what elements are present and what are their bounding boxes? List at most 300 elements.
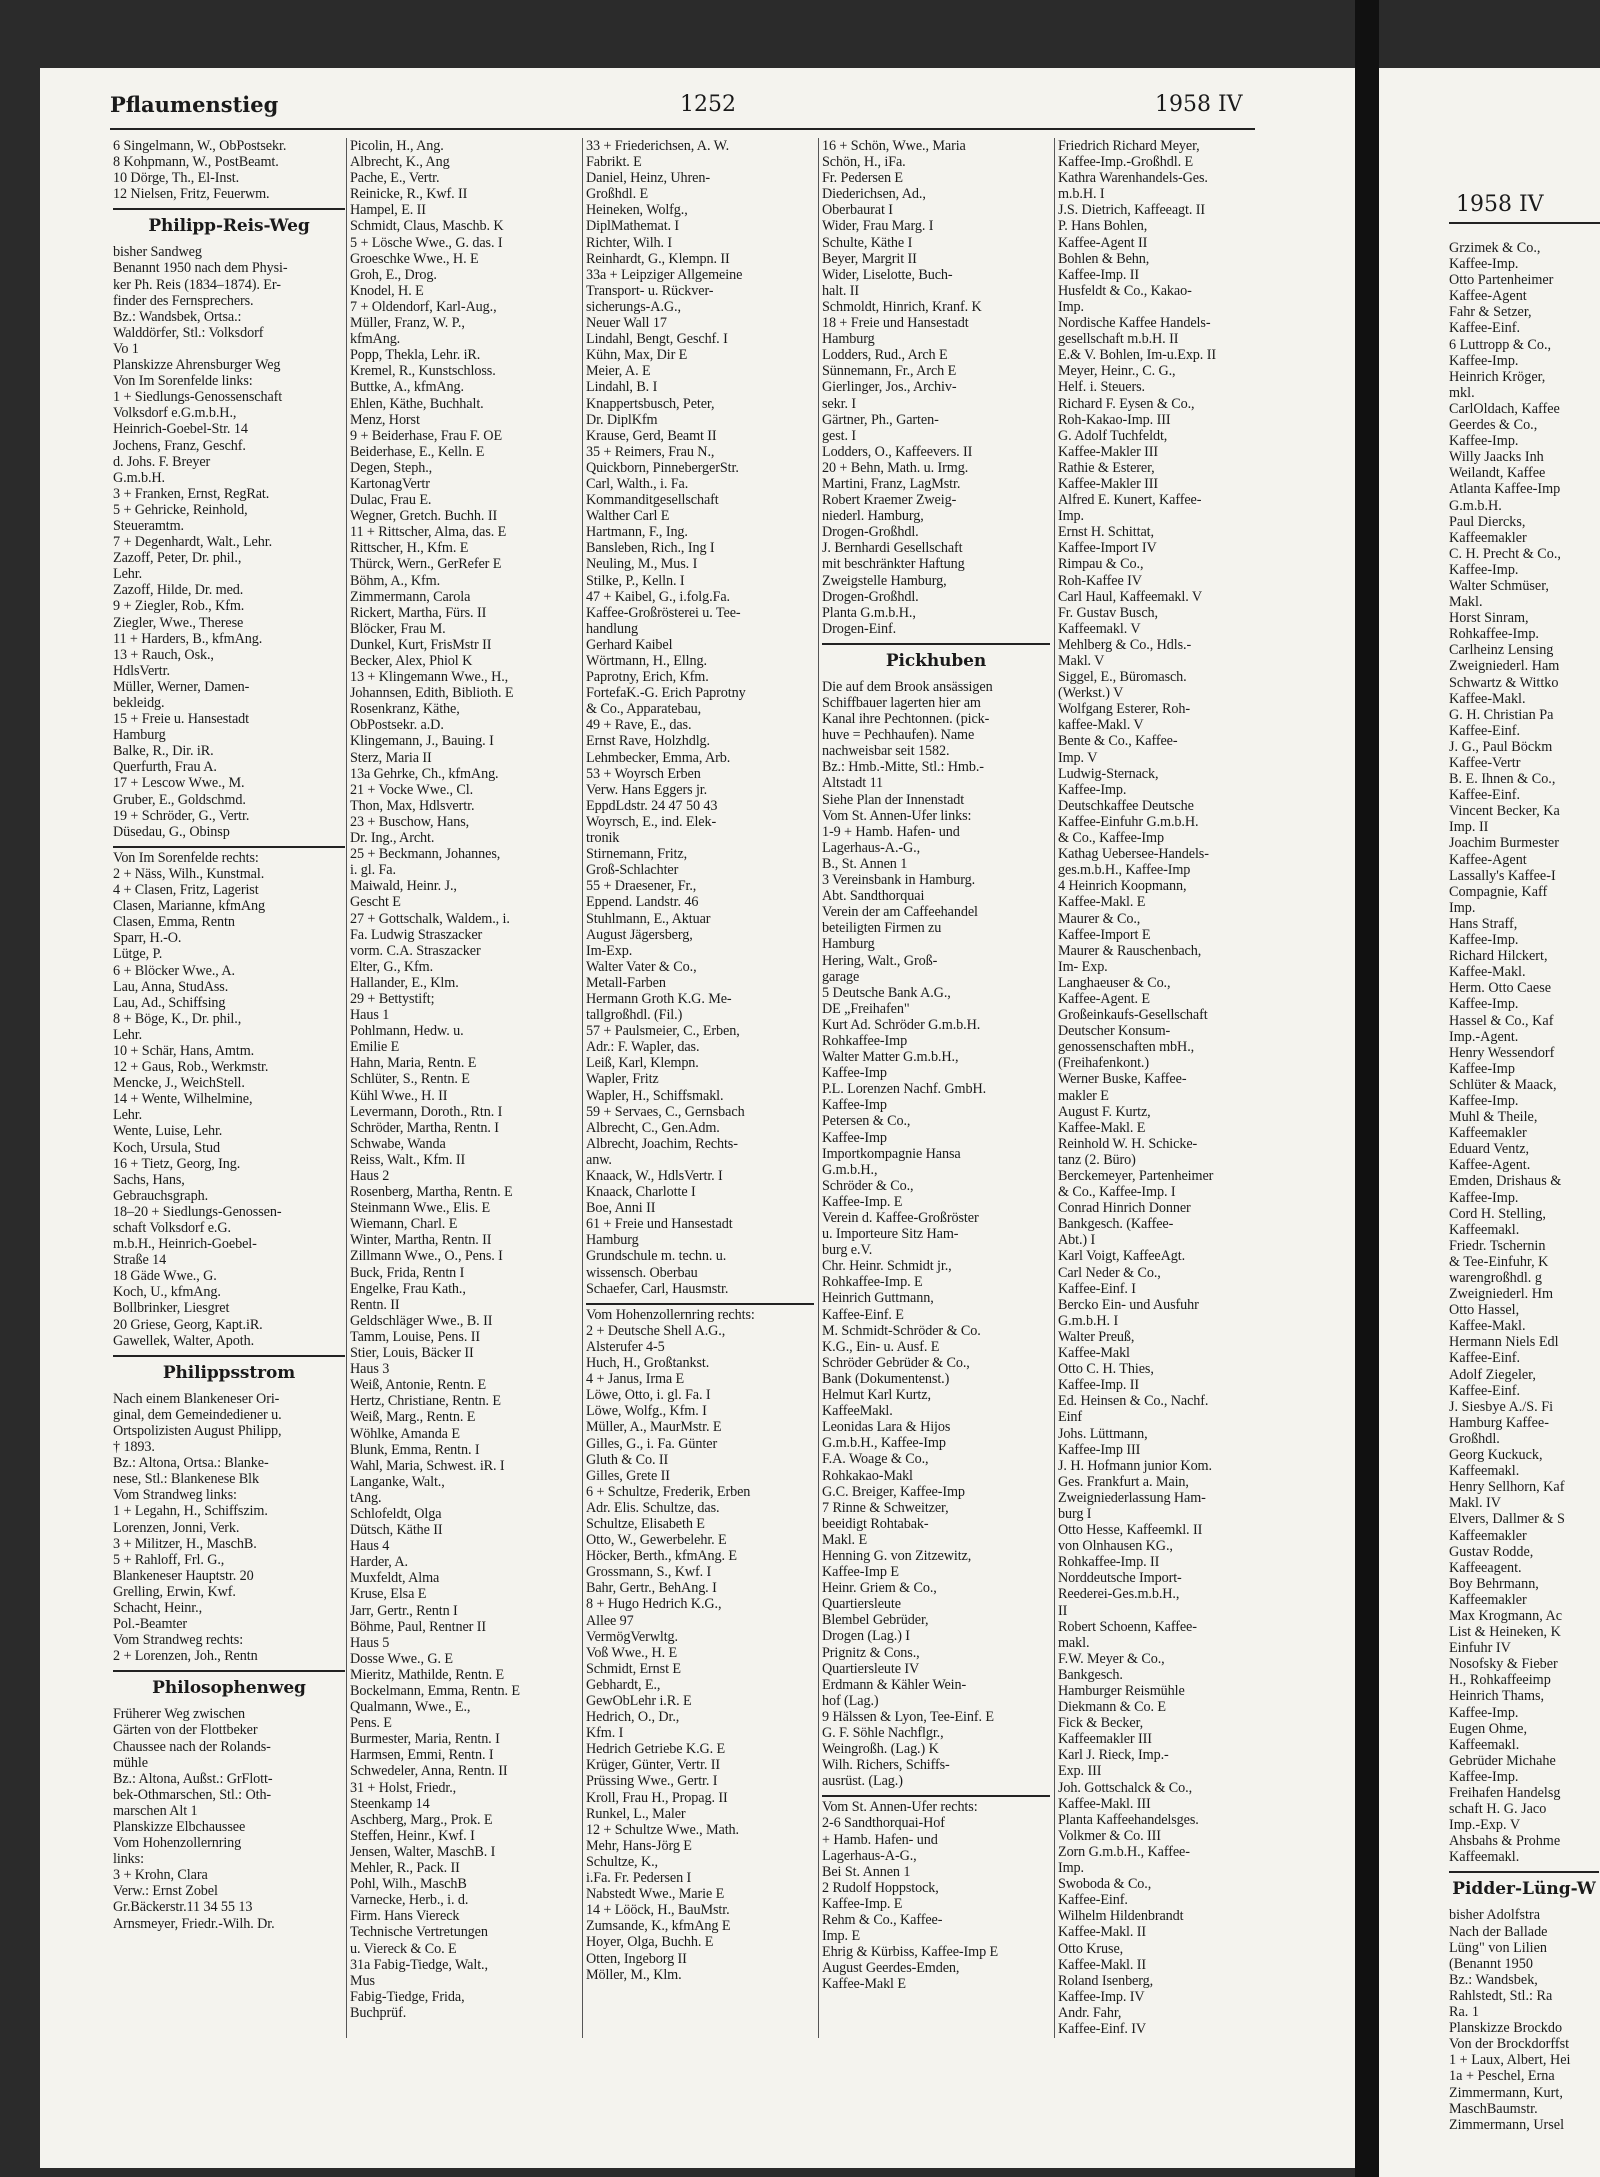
directory-entry: Exp. III: [1058, 1763, 1102, 1780]
directory-entry: Kathra Warenhandels-Ges.: [1058, 170, 1208, 187]
street-heading: Pickhuben: [885, 650, 987, 671]
directory-entry: Haus 4: [350, 1538, 390, 1555]
directory-entry: Mencke, J., WeichStell.: [113, 1075, 245, 1092]
directory-entry: gesellschaft m.b.H. II: [1058, 331, 1179, 348]
directory-entry: B. E. Ihnen & Co.,: [1449, 771, 1556, 788]
directory-entry: Bercko Ein- und Ausfuhr: [1058, 1296, 1199, 1313]
directory-entry: 53 + Woyrsch Erben: [586, 765, 701, 782]
directory-entry: Kaffee-Imp.: [1449, 1092, 1519, 1109]
directory-entry: Schröder Gebrüder & Co.,: [822, 1354, 970, 1371]
directory-entry: bisher Sandweg: [113, 244, 202, 261]
directory-entry: Balke, R., Dir. iR.: [113, 743, 214, 760]
directory-entry: Lau, Ad., Schiffsing: [113, 994, 226, 1011]
directory-entry: GewObLehr i.R. E: [586, 1693, 692, 1709]
directory-entry: Paul Diercks,: [1449, 513, 1526, 530]
directory-entry: Gilles, Grete II: [586, 1467, 670, 1484]
directory-entry: 47 + Kaibel, G., i.folg.Fa.: [586, 588, 731, 605]
directory-entry: Gebrüder Michahe: [1449, 1752, 1556, 1769]
directory-entry: m.b.H., Heinrich-Goebel-: [113, 1236, 257, 1253]
directory-entry: Wapler, Fritz: [586, 1071, 659, 1088]
column-6: [1449, 240, 1599, 2133]
directory-entry: Lau, Anna, StudAss.: [113, 978, 229, 995]
directory-entry: Otto C. H. Thies,: [1058, 1361, 1154, 1378]
directory-entry: Hampel, E. II: [350, 202, 426, 219]
directory-entry: Richter, Wilh. I: [586, 234, 673, 251]
directory-entry: Kaffee-Imp.: [1449, 996, 1519, 1013]
directory-entry: Dunkel, Kurt, FrisMstr II: [350, 636, 492, 653]
directory-entry: Bollbrinker, Liesgret: [113, 1300, 230, 1317]
directory-entry: Verw.: Ernst Zobel: [113, 1883, 218, 1900]
directory-entry: Pol.-Beamter: [113, 1616, 188, 1633]
directory-entry: CarlOldach, Kaffee: [1449, 400, 1560, 417]
directory-entry: Qualmann, Wwe., E.,: [350, 1699, 471, 1716]
directory-entry: Kaffee-Imp.: [1058, 781, 1127, 798]
directory-entry: Maiwald, Heinr. J.,: [350, 878, 457, 895]
directory-entry: Fabig-Tiedge, Frida,: [350, 1988, 465, 2005]
directory-entry: (Werkst.) V: [1058, 685, 1124, 702]
directory-entry: Kaffeemakler: [1449, 529, 1527, 546]
directory-entry: Hedrich Getriebe K.G. E: [586, 1741, 726, 1758]
directory-entry: Verw. Hans Eggers jr.: [586, 781, 708, 798]
directory-entry: Alsterufer 4-5: [586, 1338, 665, 1355]
directory-entry: Technische Vertretungen: [350, 1924, 488, 1941]
directory-entry: Grossmann, S., Kwf. I: [586, 1564, 712, 1581]
directory-entry: Ziegler, Wwe., Therese: [113, 614, 244, 631]
directory-entry: makler E: [1058, 1087, 1109, 1104]
directory-entry: Kanal ihre Pechtonnen. (pick-: [822, 711, 990, 728]
directory-entry: + Hamb. Hafen- und: [822, 1831, 938, 1848]
directory-entry: Schultze, Elisabeth E: [586, 1515, 705, 1532]
directory-entry: Zweigniederl. Ham: [1449, 658, 1560, 675]
directory-entry: Kaffee-Einf.: [1449, 1382, 1521, 1399]
directory-entry: Roh-Kakao-Imp. III: [1058, 411, 1171, 428]
directory-entry: Jensen, Walter, MaschB. I: [350, 1843, 496, 1860]
directory-entry: 29 + Bettystift;: [350, 990, 435, 1007]
directory-entry: Vom Hohenzollernring rechts:: [586, 1306, 755, 1323]
running-head-street: Pflaumenstieg: [110, 92, 279, 117]
directory-entry: Kremel, R., Kunstschloss.: [350, 363, 496, 380]
directory-entry: Die auf dem Brook ansässigen: [822, 678, 993, 695]
directory-entry: Kaffee-Imp III: [1058, 1441, 1141, 1458]
directory-entry: Blankeneser Hauptstr. 20: [113, 1567, 254, 1584]
directory-entry: Hahn, Maria, Rentn. E: [350, 1055, 477, 1072]
directory-entry: finder des Fernsprechers.: [113, 292, 254, 309]
directory-entry: Kaffee-Makl.: [1449, 964, 1526, 981]
directory-entry: Kaffee-Großrösterei u. Tee-: [586, 604, 741, 621]
directory-entry: Compagnie, Kaff: [1449, 883, 1548, 900]
directory-entry: Kühn, Max, Dir E: [586, 347, 688, 364]
directory-entry: Wilh. Richers, Schiffs-: [822, 1757, 950, 1774]
directory-entry: (Benannt 1950: [1449, 1955, 1533, 1972]
directory-entry: Hamburger Reismühle: [1058, 1683, 1185, 1699]
directory-entry: Tamm, Louise, Pens. II: [350, 1328, 480, 1345]
directory-entry: Dütsch, Käthe II: [350, 1522, 443, 1539]
directory-entry: Altstadt 11: [822, 775, 884, 792]
directory-entry: Benannt 1950 nach dem Physi-: [113, 260, 288, 277]
directory-entry: Kaffee-Imp. IV: [1058, 1988, 1145, 2005]
directory-entry: Gilles, G., i. Fa. Günter: [586, 1435, 718, 1452]
directory-entry: Dulac, Frau E.: [350, 492, 432, 509]
directory-entry: Woyrsch, E., ind. Elek-: [586, 813, 717, 830]
directory-entry: Runkel, L., Maler: [586, 1805, 686, 1822]
directory-entry: links:: [113, 1851, 144, 1868]
directory-entry: Thürck, Wern., GerRefer E: [350, 556, 502, 573]
directory-entry: Gärtner, Ph., Garten-: [822, 411, 939, 428]
directory-entry: Swoboda & Co.,: [1058, 1876, 1152, 1893]
directory-entry: Zazoff, Hilde, Dr. med.: [113, 582, 244, 599]
directory-entry: August Geerdes-Emden,: [822, 1960, 960, 1977]
directory-entry: Walther Carl E: [586, 508, 670, 525]
directory-entry: Popp, Thekla, Lehr. iR.: [350, 347, 481, 364]
directory-entry: Lodders, O., Kaffeevers. II: [822, 443, 973, 460]
directory-entry: 6 + Schultze, Frederik, Erben: [586, 1483, 751, 1500]
directory-entry: Kaffee-Makler III: [1058, 443, 1159, 460]
directory-entry: Elvers, Dallmer & S: [1449, 1511, 1565, 1528]
directory-entry: nachweisbar seit 1582.: [822, 743, 950, 760]
directory-entry: Levermann, Doroth., Rtn. I: [350, 1103, 503, 1120]
directory-entry: 23 + Buschow, Hans,: [350, 813, 470, 830]
directory-entry: Kaffee-Imp. II: [1058, 266, 1140, 283]
directory-entry: Bankgesch.: [1058, 1666, 1123, 1683]
directory-entry: & Co., Kaffee-Imp. I: [1058, 1184, 1176, 1201]
directory-entry: Blunk, Emma, Rentn. I: [350, 1441, 480, 1458]
directory-entry: Kruse, Elsa E: [350, 1586, 427, 1603]
directory-entry: Sachs, Hans,: [113, 1171, 185, 1188]
street-heading: Philippsstrom: [162, 1362, 296, 1383]
directory-entry: Zweigstelle Hamburg,: [822, 572, 947, 589]
directory-entry: 7 + Oldendorf, Karl-Aug.,: [350, 298, 497, 315]
directory-entry: Thon, Max, Hdlsvertr.: [350, 797, 475, 814]
directory-entry: Zimmermann, Carola: [350, 588, 471, 605]
directory-entry: 19 + Schröder, G., Vertr.: [113, 807, 250, 824]
directory-entry: Planskizze Brockdo: [1449, 2020, 1563, 2037]
directory-entry: 6 + Blöcker Wwe., A.: [113, 962, 235, 979]
directory-entry: Chr. Heinr. Schmidt jr.,: [822, 1258, 952, 1275]
directory-entry: Kaffeemakl.: [1449, 1736, 1520, 1753]
directory-entry: anw.: [586, 1151, 612, 1168]
directory-entry: Erdmann & Kähler Wein-: [822, 1676, 967, 1693]
directory-entry: Carl, Walth., i. Fa.: [586, 475, 689, 492]
directory-entry: Wegner, Gretch. Buchh. II: [350, 508, 498, 525]
directory-entry: Kaffee-Makl E: [822, 1976, 906, 1993]
directory-entry: Wider, Frau Marg. I: [822, 218, 934, 235]
directory-entry: Langhaeuser & Co.,: [1058, 974, 1171, 991]
directory-entry: Schröder & Co.,: [822, 1177, 914, 1194]
directory-entry: 5 Deutsche Bank A.G.,: [822, 984, 951, 1001]
directory-entry: Kaffee-Einf.: [1449, 787, 1521, 804]
directory-entry: vorm. C.A. Straszacker: [350, 942, 481, 959]
directory-entry: Schacht, Heinr.,: [113, 1599, 203, 1616]
directory-entry: Bohlen & Behn,: [1058, 250, 1150, 267]
directory-entry: Koch, Ursula, Stud: [113, 1139, 220, 1156]
directory-entry: Lindahl, B. I: [586, 379, 658, 396]
directory-entry: Wolfgang Esterer, Roh-: [1058, 701, 1191, 718]
directory-entry: Muxfeldt, Alma: [350, 1570, 440, 1587]
directory-entry: Grzimek & Co.,: [1449, 240, 1541, 256]
directory-entry: Hedrich, O., Dr.,: [586, 1709, 680, 1726]
directory-entry: Schaefer, Carl, Hausmstr.: [586, 1280, 729, 1297]
directory-entry: Gr.Bäckerstr.11 34 55 13: [113, 1899, 253, 1916]
directory-entry: Klingemann, J., Bauing. I: [350, 733, 494, 750]
directory-entry: Pohl, Wilh., MaschB: [350, 1876, 467, 1893]
directory-entry: gest. I: [822, 427, 856, 444]
directory-entry: Metall-Farben: [586, 974, 666, 991]
directory-entry: 21 + Vocke Wwe., Cl.: [350, 781, 474, 798]
directory-entry: 20 Griese, Georg, Kapt.iR.: [113, 1316, 263, 1333]
directory-entry: burg I: [1058, 1505, 1092, 1522]
directory-entry: Allee 97: [586, 1612, 634, 1629]
directory-entry: DiplMathemat. I: [586, 218, 680, 235]
directory-entry: niederl. Hamburg,: [822, 508, 924, 525]
directory-entry: Roh-Kaffee IV: [1058, 572, 1142, 589]
directory-entry: Wilhelm Hildenbrandt: [1058, 1908, 1184, 1925]
directory-entry: Freihafen Handelsg: [1449, 1785, 1561, 1801]
directory-entry: Ernst Rave, Holzhdlg.: [586, 733, 710, 750]
directory-entry: G.m.b.H.: [1449, 497, 1502, 514]
directory-entry: Quartiersleute IV: [822, 1660, 920, 1677]
directory-entry: Roland Isenberg,: [1058, 1972, 1154, 1989]
directory-entry: Bz.: Wandsbek,: [1449, 1971, 1538, 1988]
section-divider: [1449, 1871, 1599, 1873]
section-divider: [113, 1670, 345, 1672]
directory-entry: Hamburg: [113, 727, 166, 744]
directory-entry: Ortspolizisten August Philipp,: [113, 1422, 282, 1439]
directory-entry: Walddörfer, Stl.: Volksdorf: [113, 324, 264, 341]
directory-entry: Zazoff, Peter, Dr. phil.,: [113, 550, 242, 567]
directory-entry: Rittscher, H., Kfm. E: [350, 540, 469, 557]
directory-entry: 11 + Rittscher, Alma, das. E: [350, 524, 507, 541]
directory-entry: Kathag Uebersee-Handels-: [1058, 846, 1209, 863]
directory-entry: Bank (Dokumentenst.): [822, 1370, 950, 1387]
section-divider: [113, 208, 345, 210]
directory-entry: Ges. Frankfurt a. Main,: [1058, 1473, 1189, 1490]
directory-entry: Wente, Luise, Lehr.: [113, 1123, 223, 1140]
directory-entry: Gescht E: [350, 894, 401, 911]
directory-entry: Kaffeemakl.: [1449, 1849, 1520, 1866]
column-divider: [1054, 138, 1055, 2038]
directory-entry: Nach einem Blankeneser Ori-: [113, 1390, 280, 1407]
directory-entry: Gierlinger, Jos., Archiv-: [822, 379, 957, 396]
directory-entry: 27 + Gottschalk, Waldem., i.: [350, 910, 510, 927]
directory-entry: Kaffee-Imp.-Großhdl. E: [1058, 154, 1194, 171]
directory-entry: 3 + Militzer, H., MaschB.: [113, 1535, 257, 1552]
directory-entry: 61 + Freie und Hansestadt: [586, 1216, 733, 1233]
directory-entry: Burmester, Maria, Rentn. I: [350, 1731, 500, 1748]
page2-header-rule: [1449, 222, 1600, 224]
directory-entry: Wider, Liselotte, Buch-: [822, 266, 953, 283]
directory-entry: Bz.: Altona, Ortsa.: Blanke-: [113, 1455, 269, 1472]
directory-entry: 9 Hälssen & Lyon, Tee-Einf. E: [822, 1708, 994, 1725]
directory-entry: Chaussee nach der Rolands-: [113, 1738, 271, 1755]
directory-entry: 8 + Hugo Hedrich K.G.,: [586, 1596, 722, 1613]
directory-entry: Kaffee-Makl.: [1449, 690, 1526, 707]
directory-entry: Zillmann Wwe., O., Pens. I: [350, 1248, 503, 1265]
directory-entry: Kaffee-Imp.: [1449, 1704, 1519, 1721]
directory-entry: genossenschaften mbH.,: [1058, 1039, 1195, 1056]
directory-entry: Buck, Frida, Rentn I: [350, 1264, 465, 1281]
directory-entry: Imp.: [1449, 899, 1476, 916]
directory-entry: Steenkamp 14: [350, 1795, 430, 1812]
directory-entry: Muhl & Theile,: [1449, 1109, 1538, 1126]
directory-entry: 1 + Legahn, H., Schiffszim.: [113, 1503, 268, 1520]
directory-entry: 31 + Holst, Friedr.,: [350, 1779, 457, 1796]
directory-entry: Fabrikt. E: [586, 154, 642, 171]
directory-entry: Makl.: [1449, 594, 1483, 611]
directory-entry: wissensch. Oberbau: [586, 1264, 698, 1281]
directory-entry: 2 + Lorenzen, Joh., Rentn: [113, 1648, 258, 1665]
directory-entry: Gerhard Kaibel: [586, 636, 673, 653]
directory-entry: G.m.b.H.: [113, 469, 166, 486]
directory-entry: Rickert, Martha, Fürs. II: [350, 604, 487, 621]
directory-entry: Harmsen, Emmi, Rentn. I: [350, 1747, 494, 1764]
directory-entry: Degen, Steph.,: [350, 459, 433, 476]
directory-entry: Bente & Co., Kaffee-: [1058, 733, 1178, 750]
directory-entry: 7 Rinne & Schweitzer,: [822, 1499, 949, 1516]
directory-entry: 2-6 Sandthorquai-Hof: [822, 1815, 945, 1832]
directory-entry: kfmAng.: [350, 331, 401, 348]
directory-entry: Hering, Walt., Groß-: [822, 952, 938, 969]
directory-entry: Steueramtm.: [113, 517, 185, 534]
directory-entry: Bz.: Wandsbek, Ortsa.:: [113, 308, 242, 325]
directory-entry: 20 + Behn, Math. u. Irmg.: [822, 459, 969, 476]
directory-entry: Vom Strandweg rechts:: [113, 1632, 244, 1649]
directory-entry: Hallander, E., Klm.: [350, 974, 459, 991]
directory-entry: hof (Lag.): [822, 1692, 879, 1709]
directory-entry: 49 + Rave, E., das.: [586, 717, 692, 734]
directory-entry: Weiß, Marg., Rentn. E: [350, 1409, 476, 1426]
directory-entry: Adolf Ziegeler,: [1449, 1366, 1536, 1383]
directory-entry: Berckemeyer, Partenheimer: [1058, 1168, 1214, 1184]
directory-entry: Geerdes & Co.,: [1449, 417, 1538, 434]
directory-entry: Kaffee-Makl: [1058, 1345, 1130, 1362]
directory-entry: Buchprüf.: [350, 2004, 407, 2021]
directory-entry: Heinrich Guttmann,: [822, 1290, 934, 1307]
directory-entry: Kaffee-Imp.: [1449, 352, 1519, 369]
directory-entry: Lüng" von Lilien: [1449, 1939, 1547, 1956]
directory-entry: † 1893.: [113, 1439, 155, 1456]
directory-entry: Gärten von der Flottbeker: [113, 1722, 258, 1739]
directory-entry: Wiemann, Charl. E: [350, 1216, 458, 1233]
column-1: [113, 138, 345, 1932]
directory-entry: Stier, Louis, Bäcker II: [350, 1345, 474, 1362]
directory-entry: Maurer & Rauschenbach,: [1058, 942, 1202, 959]
directory-entry: Schröder, Martha, Rentn. I: [350, 1119, 499, 1136]
directory-entry: Zweigniederlassung Ham-: [1058, 1489, 1206, 1506]
directory-entry: Martini, Franz, LagMstr.: [822, 475, 961, 492]
directory-entry: Kaffee-Imp.: [1449, 932, 1519, 949]
directory-entry: Kaffee-Agent. E: [1058, 990, 1150, 1007]
directory-entry: Kaffee-Import E: [1058, 926, 1151, 943]
directory-entry: Fr. Pedersen E: [822, 170, 903, 187]
directory-entry: M. Schmidt-Schröder & Co.: [822, 1322, 981, 1339]
directory-entry: J. Bernhardi Gesellschaft: [822, 540, 963, 557]
directory-entry: Von der Brockdorffst: [1449, 2036, 1570, 2053]
directory-entry: tallgroßhdl. (Fil.): [586, 1007, 683, 1024]
directory-entry: 3 + Krohn, Clara: [113, 1867, 208, 1884]
directory-entry: Norddeutsche Import-: [1058, 1570, 1182, 1587]
directory-entry: 35 + Reimers, Frau N.,: [586, 443, 715, 460]
directory-entry: J. Siesbye A./S. Fi: [1449, 1398, 1554, 1415]
directory-entry: Rahlstedt, Stl.: Ra: [1449, 1987, 1553, 2004]
directory-entry: Drogen-Großhdl.: [822, 588, 919, 605]
directory-entry: Gebrauchsgraph.: [113, 1187, 209, 1204]
directory-entry: Quartiersleute: [822, 1596, 901, 1613]
directory-entry: 16 + Tietz, Georg, Ing.: [113, 1155, 241, 1172]
directory-entry: Zumsande, K., kfmAng E: [586, 1918, 731, 1935]
directory-entry: KaffeeMakl.: [822, 1403, 893, 1420]
directory-entry: Maurer & Co.,: [1058, 910, 1141, 927]
directory-entry: Hamburg: [822, 331, 875, 348]
directory-entry: Friedrich Richard Meyer,: [1058, 138, 1200, 154]
directory-entry: Fa. Ludwig Straszacker: [350, 926, 483, 943]
directory-entry: Kaffee-Einf. I: [1058, 1280, 1136, 1297]
directory-entry: Steffen, Heinr., Kwf. I: [350, 1827, 475, 1844]
directory-entry: 9 + Ziegler, Rob., Kfm.: [113, 598, 245, 615]
directory-entry: Rentn. II: [350, 1296, 400, 1313]
directory-entry: Diekmann & Co. E: [1058, 1699, 1166, 1716]
directory-entry: 14 + Wente, Wilhelmine,: [113, 1091, 253, 1108]
directory-entry: Gustav Rodde,: [1449, 1543, 1534, 1560]
directory-entry: tAng.: [350, 1489, 382, 1506]
directory-entry: 11 + Harders, B., kfmAng.: [113, 630, 263, 647]
directory-entry: Weilandt, Kaffee: [1449, 465, 1546, 482]
directory-entry: Carlheinz Lensing: [1449, 642, 1554, 659]
directory-entry: Alfred E. Kunert, Kaffee-: [1058, 492, 1202, 509]
directory-entry: Fr. Gustav Busch,: [1058, 604, 1158, 621]
page-number: 1252: [680, 92, 736, 117]
directory-entry: Zimmermann, Ursel: [1449, 2116, 1565, 2133]
directory-entry: List & Heineken, K: [1449, 1624, 1561, 1641]
directory-entry: Firm. Hans Viereck: [350, 1908, 460, 1925]
directory-entry: 7 + Degenhardt, Walt., Lehr.: [113, 534, 273, 551]
directory-entry: Kaffee-Imp.: [1449, 1768, 1519, 1785]
directory-entry: Varnecke, Herb., i. d.: [350, 1892, 469, 1909]
directory-entry: Otto Hesse, Kaffeemkl. II: [1058, 1522, 1203, 1539]
directory-entry: Neuling, M., Mus. I: [586, 556, 698, 573]
directory-entry: Boy Behrmann,: [1449, 1575, 1539, 1592]
directory-entry: Haus 1: [350, 1007, 390, 1024]
directory-entry: Walter Schmüser,: [1449, 577, 1549, 594]
directory-entry: Volksdorf e.G.m.b.H.,: [113, 405, 237, 422]
directory-entry: Vo 1: [113, 340, 139, 357]
directory-entry: G. Adolf Tuchfeldt,: [1058, 427, 1168, 444]
directory-entry: Kaffee-Vertr: [1449, 755, 1521, 771]
directory-entry: Kaffeemakler: [1449, 1125, 1527, 1142]
directory-entry: Von Im Sorenfelde links:: [113, 373, 253, 390]
directory-entry: Ehlen, Käthe, Buchhalt.: [350, 395, 484, 412]
directory-entry: Schmidt, Ernst E: [586, 1660, 681, 1677]
directory-entry: Kaffee-Einf.: [1449, 320, 1521, 337]
directory-entry: Dosse Wwe., G. E: [350, 1650, 453, 1667]
directory-entry: Kaffee-Imp: [1449, 1060, 1515, 1077]
directory-entry: Heinr. Griem & Co.,: [822, 1580, 937, 1597]
directory-entry: Lehmbecker, Emma, Arb.: [586, 749, 731, 766]
directory-entry: Imp. E: [822, 1928, 861, 1945]
directory-entry: Helmut Karl Kurtz,: [822, 1387, 931, 1404]
directory-entry: KartonagVertr: [350, 475, 430, 492]
directory-entry: Blöcker, Frau M.: [350, 620, 446, 637]
directory-entry: Rosenberg, Martha, Rentn. E: [350, 1184, 513, 1201]
directory-entry: Leonidas Lara & Hijos: [822, 1419, 951, 1436]
directory-entry: C. H. Precht & Co.,: [1449, 545, 1561, 562]
directory-entry: Böhm, A., Kfm.: [350, 572, 441, 589]
directory-entry: Schultze, K.,: [586, 1853, 658, 1870]
directory-entry: Bz.: Altona, Außst.: GrFlott-: [113, 1770, 273, 1787]
directory-entry: Vincent Becker, Ka: [1449, 803, 1560, 820]
directory-entry: Helf. i. Steuers.: [1058, 379, 1145, 396]
directory-entry: Albrecht, Joachim, Rechts-: [586, 1135, 738, 1152]
directory-entry: Lodders, Rud., Arch E: [822, 347, 948, 364]
